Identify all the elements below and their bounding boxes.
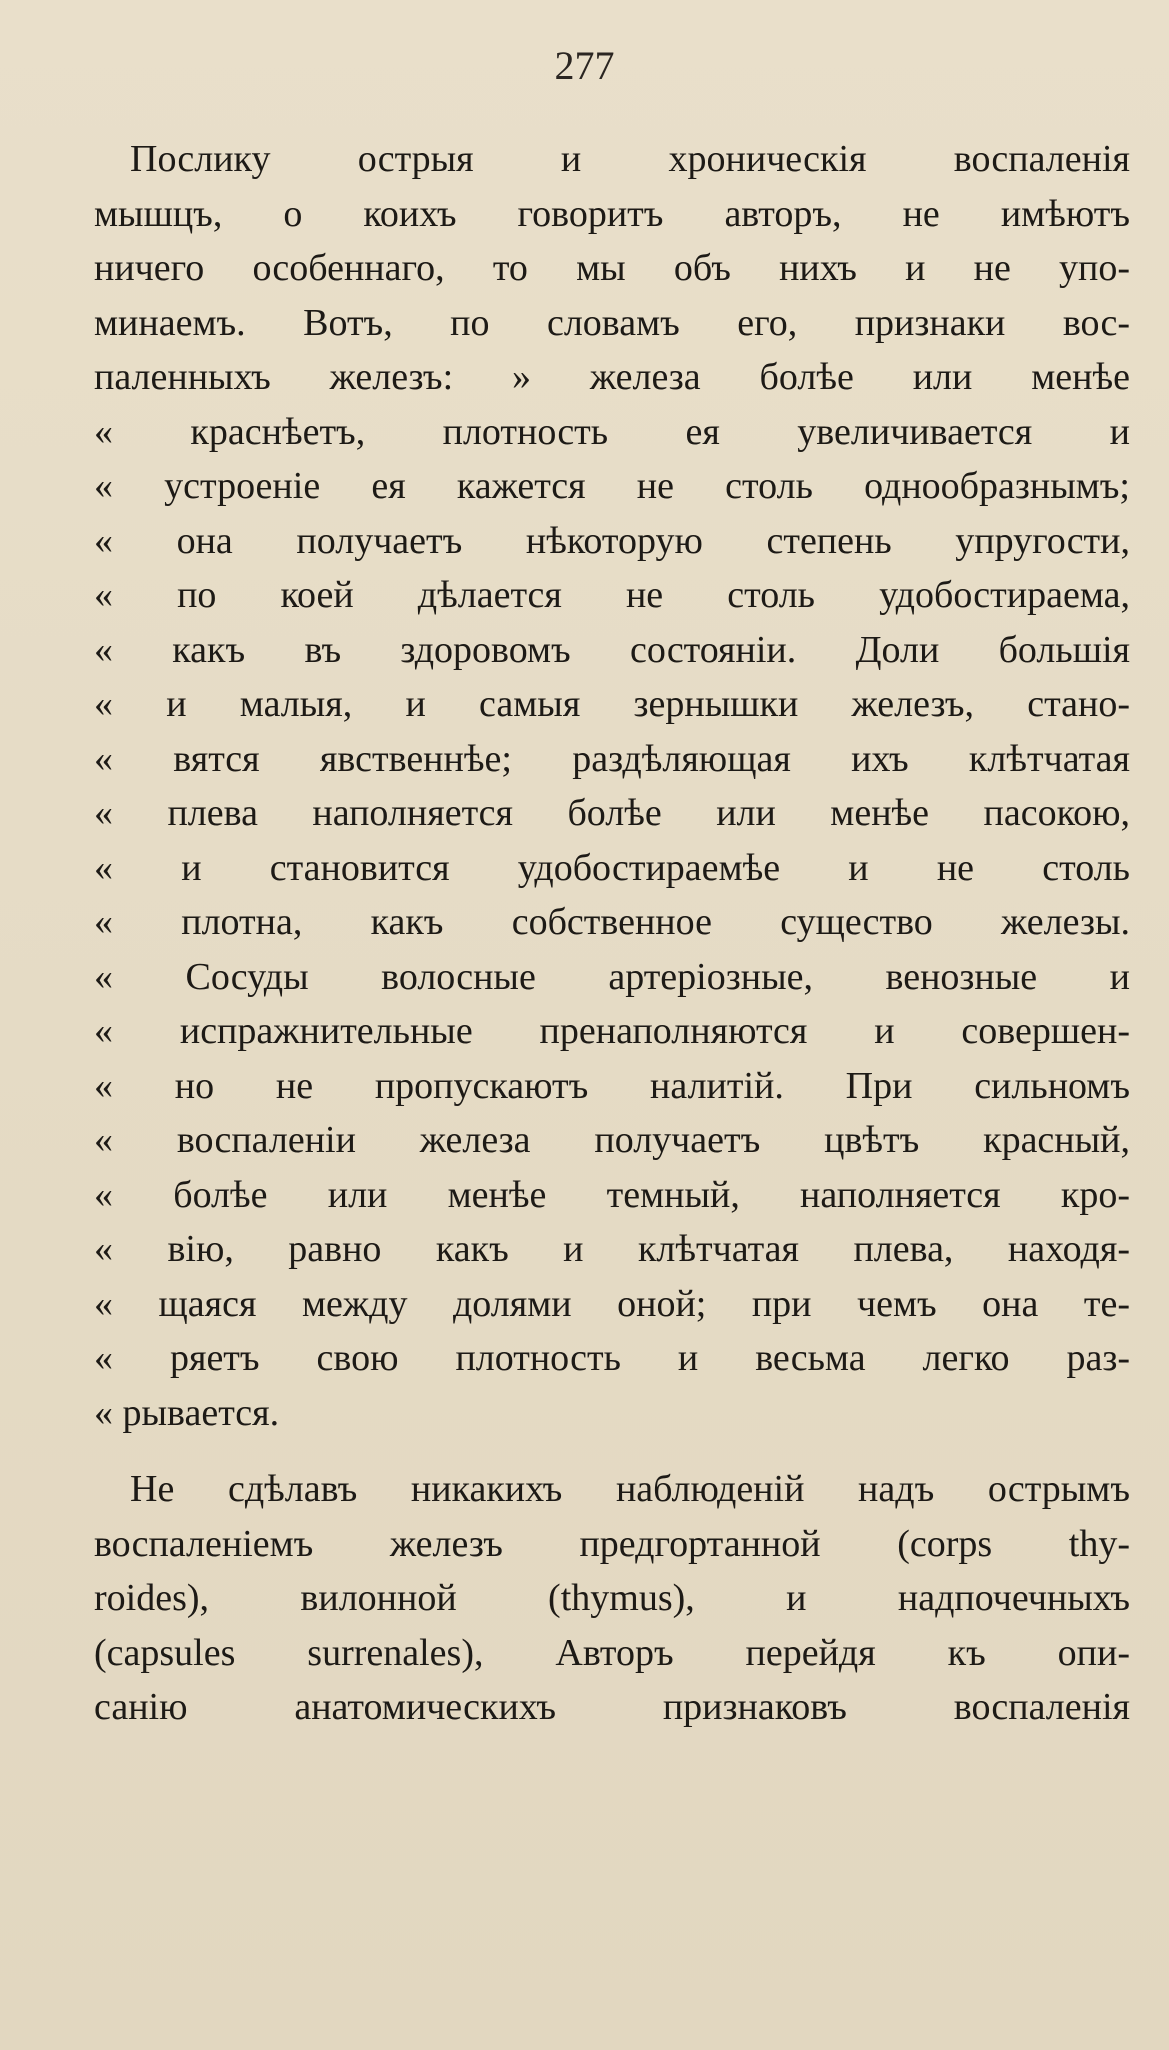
text-line: « она получаетъ нѣкоторую степень упругости,: [94, 519, 1130, 562]
text-line: « вію, равно какъ и клѣтчатая плева, находя-: [94, 1228, 1130, 1270]
text-line: мышцъ, о коихъ говоритъ авторъ, не имѣютъ: [94, 192, 1130, 235]
text-line: ничего особеннаго, то мы объ нихъ и не упо-: [94, 247, 1130, 289]
text-line: Не сдѣлавъ никакихъ наблюденій надъ острымъ: [130, 1468, 1130, 1510]
text-line: « краснѣетъ, плотность ея увеличивается и: [94, 410, 1130, 453]
text-line: санію анатомическихъ признаковъ воспаленія: [94, 1686, 1130, 1728]
text-line: « плева наполняется болѣе или менѣе пасокою,: [94, 792, 1130, 834]
page-number: 277: [554, 43, 615, 88]
paragraph-2: [94, 1462, 1130, 1735]
text-line: « вятся явственнѣе; раздѣляющая ихъ клѣтчатая: [94, 737, 1130, 780]
text-line: « Сосуды волосные артеріозные, венозные и: [94, 955, 1130, 998]
page-text: [94, 132, 1130, 1735]
text-line: « испражнительные пренаполняются и совершен-: [94, 1010, 1130, 1052]
text-line: паленныхъ железъ: » железа болѣе или менѣе: [94, 356, 1130, 398]
paragraph-1: [94, 132, 1130, 1440]
text-line: (capsules surrenales), Авторъ перейдя къ опи-: [94, 1631, 1130, 1674]
text-line: « ряетъ свою плотность и весьма легко раз-: [94, 1337, 1130, 1379]
text-line: « устроеніе ея кажется не столь однообразнымъ;: [94, 465, 1130, 507]
text-line: « плотна, какъ собственное существо железы.: [94, 901, 1130, 943]
text-line: « по коей дѣлается не столь удобостираема,: [94, 574, 1130, 616]
text-line: минаемъ. Вотъ, по словамъ его, признаки вос-: [94, 301, 1130, 344]
text-line: roides), вилонной (thymus), и надпочечныхъ: [94, 1577, 1130, 1619]
text-line: « какъ въ здоровомъ состояніи. Доли большія: [94, 628, 1130, 671]
text-line: « и малыя, и самыя зернышки железъ, стано-: [94, 683, 1130, 725]
text-line: « щаяся между долями оной; при чемъ она те-: [94, 1282, 1130, 1325]
paragraph-gap: [94, 1440, 1130, 1462]
text-line: « и становится удобостираемѣе и не столь: [94, 846, 1130, 889]
text-line: « но не пропускаютъ налитій. При сильномъ: [94, 1064, 1130, 1107]
text-line: « воспаленіи железа получаетъ цвѣтъ красный,: [94, 1119, 1130, 1161]
text-line: « рывается.: [94, 1391, 280, 1434]
text-line: воспаленіемъ железъ предгортанной (corps thy-: [94, 1522, 1130, 1565]
text-line: « болѣе или менѣе темный, наполняется кро-: [94, 1173, 1130, 1216]
text-line: Послику острыя и хроническія воспаленія: [130, 138, 1130, 180]
